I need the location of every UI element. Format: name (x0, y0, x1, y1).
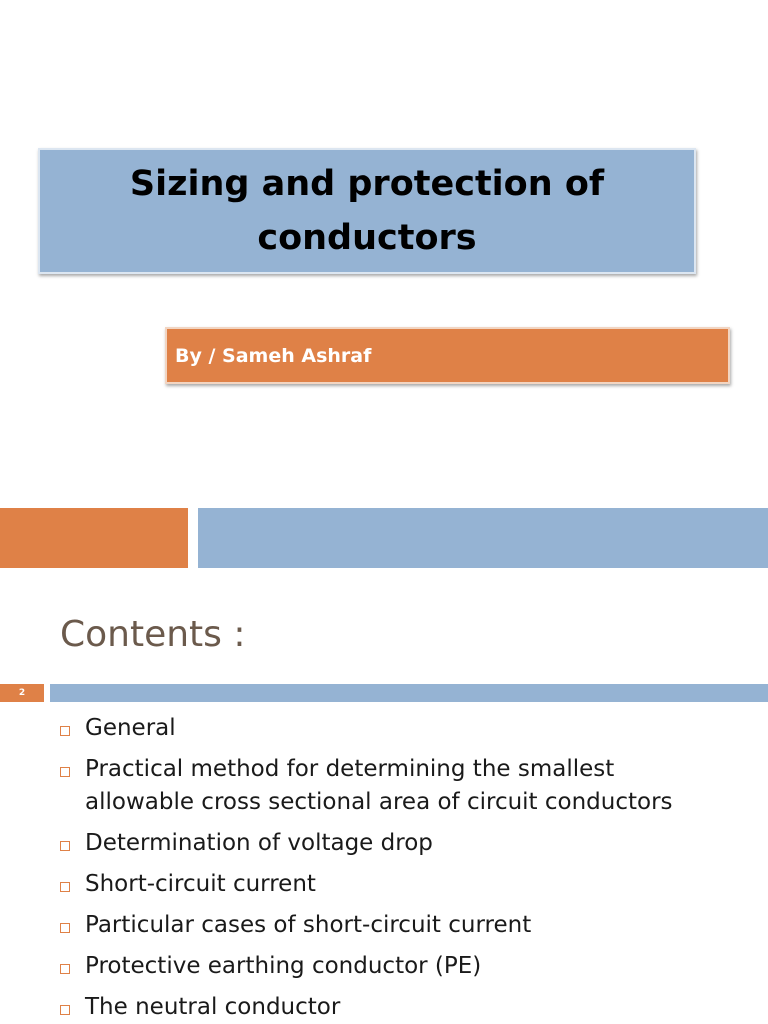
list-item-text: General (85, 715, 176, 741)
list-item-text: Determination of voltage drop (85, 830, 433, 856)
square-bullet-icon (60, 1005, 70, 1015)
list-item (60, 753, 760, 819)
list-item (60, 909, 760, 942)
list-item-text: Short-circuit current (85, 871, 316, 897)
slide-number-badge (0, 684, 44, 702)
author-box (165, 327, 730, 384)
author-label: By / Sameh Ashraf (175, 344, 372, 367)
list-item-text: The neutral conductor (85, 994, 341, 1020)
square-bullet-icon (60, 923, 70, 933)
square-bullet-icon (60, 767, 70, 777)
slide-header-bar (50, 684, 768, 702)
square-bullet-icon (60, 726, 70, 736)
presentation-title: Sizing and protection of conductors (129, 164, 605, 258)
list-item (60, 712, 760, 745)
list-item (60, 991, 760, 1024)
list-item-text: Particular cases of short-circuit current (85, 912, 532, 938)
list-item (60, 950, 760, 983)
list-item (60, 868, 760, 901)
list-item (60, 827, 760, 860)
list-item-text: Protective earthing conductor (PE) (85, 953, 482, 979)
square-bullet-icon (60, 882, 70, 892)
list-item-text: Practical method for determining the smallest allowable cross sectional area of circuit conductors (85, 756, 673, 815)
footer-bar-orange (0, 508, 188, 568)
contents-heading: Contents : (60, 614, 246, 655)
square-bullet-icon (60, 964, 70, 974)
title-box (38, 148, 696, 274)
contents-list (60, 712, 760, 1024)
slide-number: 2 (18, 688, 26, 698)
square-bullet-icon (60, 841, 70, 851)
footer-bar-blue (198, 508, 768, 568)
